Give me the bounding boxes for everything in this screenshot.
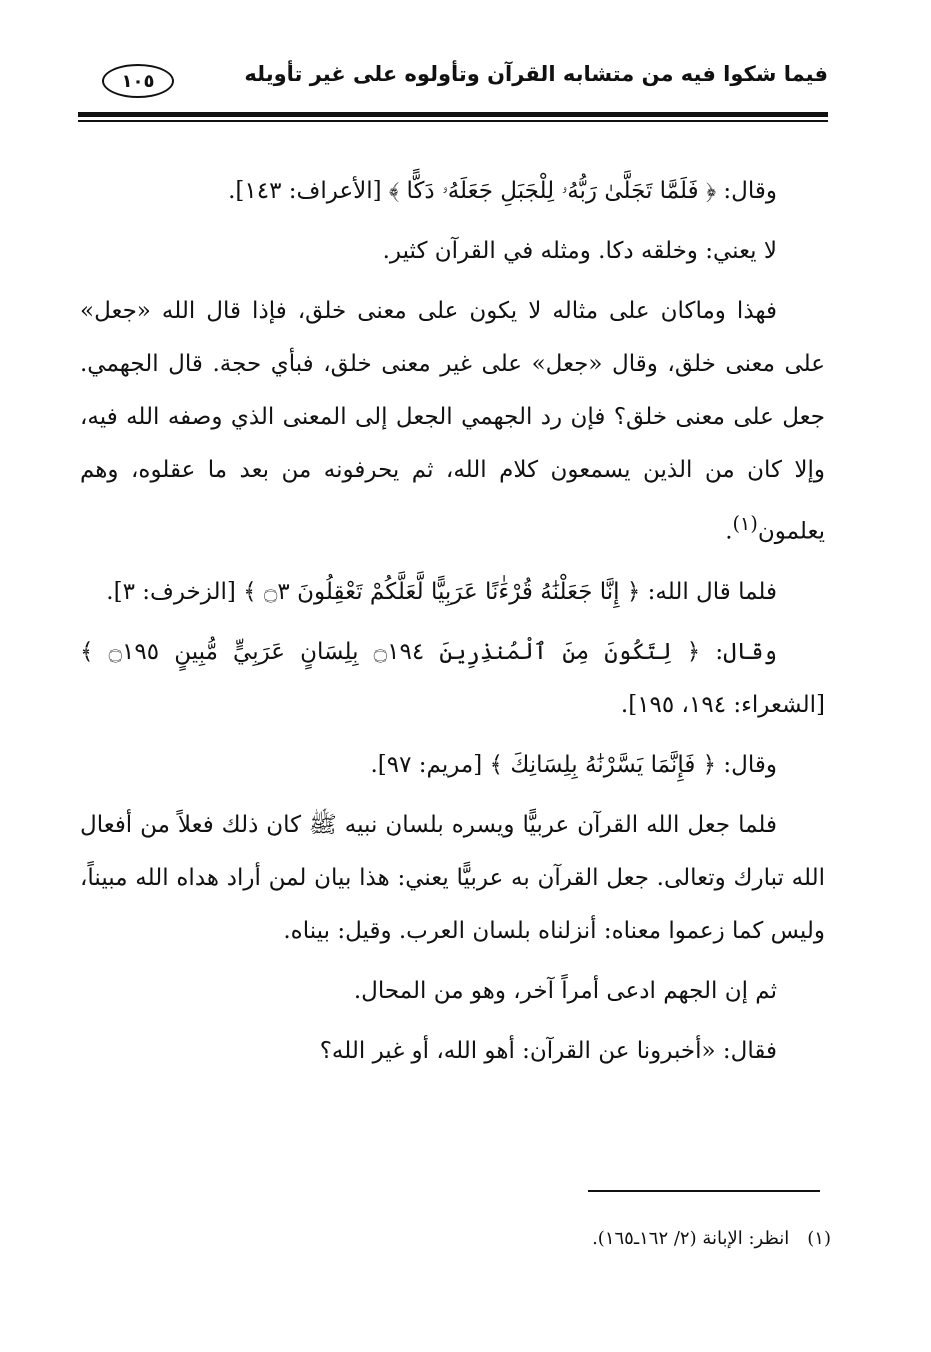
main-text — [80, 165, 825, 1085]
verse-reference: [الأعراف: ١٤٣]. — [228, 178, 389, 204]
paragraph-1 — [80, 165, 825, 218]
page-header — [78, 52, 828, 112]
paragraph-7: فلما جعل الله القرآن عربيًّا ويسره بلسان نبيه ﷺ كان ذلك فعلاً من أفعال الله تبارك وتعالى. جعل القرآن به عربيًّا يعني: هذا بيان لمن أراد هداه الله مبيناً، وليس كما زعموا معناه: أنزلناه بلسان العرب. وقيل: بيناه. — [80, 811, 825, 944]
verse-reference: [مريم: ٩٧]. — [370, 751, 490, 778]
footnote — [592, 1228, 831, 1249]
quran-verse: ﴿ لِتَكُونَ مِنَ ٱلْمُنذِرِينَ ۝١٩٤ بِلِسَانٍ عَرَبِيٍّ مُّبِينٍ ۝١٩٥ ﴾ — [80, 638, 701, 665]
quran-verse: ﴿ فَلَمَّا تَجَلَّىٰ رَبُّهُۥ لِلْجَبَلِ جَعَلَهُۥ دَكًّا ﴾ — [388, 178, 717, 204]
quran-verse: ﴿ إِنَّا جَعَلْنَٰهُ قُرْءَٰنًا عَرَبِيًّا لَّعَلَّكُمْ تَعْقِلُونَ ۝٣ ﴾ — [243, 578, 641, 605]
text-span: وقال: — [716, 751, 777, 778]
paragraph-6 — [80, 739, 825, 792]
verse-reference: [الزخرف: ٣]. — [106, 578, 244, 605]
header-rule-thick — [78, 112, 828, 117]
paragraph-2: لا يعني: وخلقه دكا. ومثله في القرآن كثير. — [382, 238, 777, 264]
header-rule-thin — [78, 120, 828, 122]
verse-reference: [الشعراء: ١٩٤، ١٩٥]. — [620, 691, 825, 718]
page-number: ١٠٥ — [102, 64, 174, 98]
text-span: فلما قال الله: — [640, 578, 777, 605]
paragraph-8: ثم إن الجهم ادعى أمراً آخر، وهو من المحال. — [353, 977, 777, 1004]
text-span: . — [725, 518, 733, 545]
quran-verse: ﴿ فَإِنَّمَا يَسَّرْنَٰهُ بِلِسَانِكَ ﴾ — [489, 751, 717, 778]
paragraph-5 — [80, 626, 825, 732]
footnote-text: انظر: الإبانة (٢/ ١٦٢ـ١٦٥). — [592, 1228, 790, 1249]
paragraph-3 — [80, 285, 825, 559]
text-span: وقال: — [700, 638, 777, 665]
footnote-number: (١) — [807, 1228, 831, 1249]
running-title: فيما شكوا فيه من متشابه القرآن وتأولوه على غير تأويله — [244, 62, 828, 86]
paragraph-9: فقال: «أخبرونا عن القرآن: أهو الله، أو غير الله؟ — [319, 1037, 777, 1064]
footnote-reference: (١) — [732, 512, 758, 535]
text-span: فهذا وماكان على مثاله لا يكون على معنى خلق، فإذا قال الله «جعل» على معنى خلق، وقال «جعل» على غير معنى خلق، فبأي حجة. قال الجهمي. جعل على معنى خلق؟ فإن رد الجهمي الجعل إلى المعنى الذي وصفه الله فيه، وإلا كان من الذين يسمعون كلام الله، ثم يحرفونه من بعد ما عقلوه، وهم يعلمون — [80, 298, 825, 545]
text-span: وقال: — [716, 178, 777, 204]
footnote-separator — [588, 1190, 820, 1192]
paragraph-4 — [80, 566, 825, 619]
